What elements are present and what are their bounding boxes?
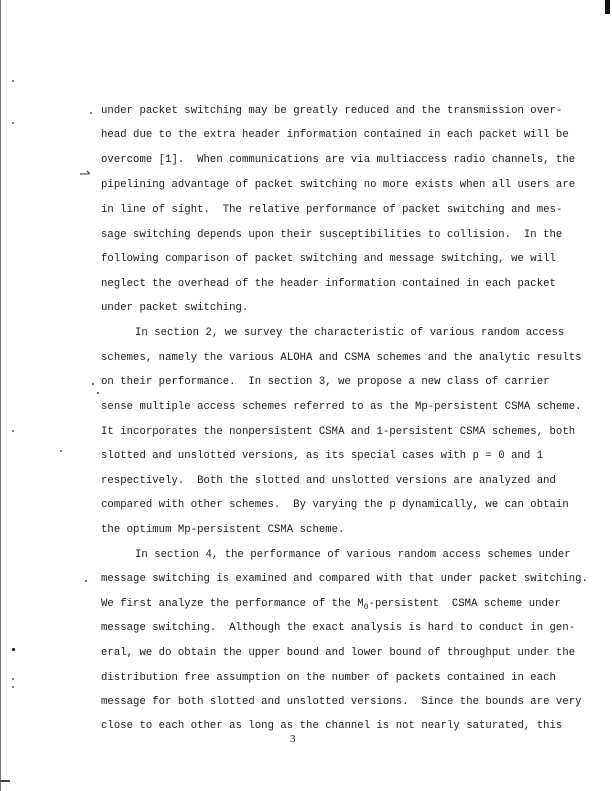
page-number: 3 — [290, 733, 296, 745]
margin-speck — [12, 648, 15, 651]
text-line: sense multiple access schemes referred to as the Mp-persistent CSMA scheme. — [101, 401, 582, 413]
text-segment: -persistent CSMA scheme under — [368, 598, 561, 610]
text-line-with-subscript — [101, 598, 561, 614]
text-line: head due to the extra header information contained in each packet will be — [101, 129, 569, 141]
margin-speck — [85, 580, 87, 582]
text-line: message for both slotted and unslotted versions. Since the bounds are very — [101, 696, 582, 708]
text-line: compared with other schemes. By varying the p dynamically, we can obtain — [101, 499, 569, 511]
subscript: 0 — [363, 603, 369, 612]
text-line: neglect the overhead of the header information contained in each packet — [101, 278, 556, 290]
text-line: pipelining advantage of packet switching no more exists when all users are — [101, 179, 576, 191]
text-line: eral, we do obtain the upper bound and lower bound of throughput under the — [101, 647, 576, 659]
text-line: respectively. Both the slotted and unslotted versions are analyzed and — [101, 475, 556, 487]
text-segment: We first analyze the performance of the M — [101, 598, 364, 610]
margin-speck — [97, 392, 99, 394]
corner-mark — [605, 0, 610, 14]
margin-speck — [12, 430, 14, 432]
text-line: overcome [1]. When communications are via multiaccess radio channels, the — [101, 154, 576, 166]
margin-speck — [60, 450, 62, 452]
text-line: the optimum Mp-persistent CSMA scheme. — [101, 524, 345, 536]
text-line: schemes, namely the various ALOHA and CSMA schemes and the analytic results — [101, 352, 582, 364]
page-left-edge — [0, 0, 1, 791]
text-line: It incorporates the nonpersistent CSMA and 1-persistent CSMA schemes, both — [101, 426, 576, 438]
margin-speck — [12, 122, 14, 124]
paragraph-start-line: In section 2, we survey the characteristic of various random access — [135, 327, 565, 339]
margin-speck — [90, 112, 92, 114]
text-line: under packet switching. — [101, 302, 249, 314]
margin-speck — [12, 80, 14, 82]
text-line: distribution free assumption on the number of packets contained in each — [101, 672, 556, 684]
text-line: message switching is examined and compared with that under packet switching. — [101, 573, 588, 585]
margin-speck — [92, 383, 94, 385]
margin-speck — [12, 686, 14, 688]
margin-arrow-mark — [80, 170, 93, 176]
paragraph-start-line: In section 4, the performance of various random access schemes under — [135, 549, 571, 561]
text-line: on their performance. In section 3, we propose a new class of carrier — [101, 376, 550, 388]
bottom-edge-mark — [0, 780, 10, 782]
text-line: message switching. Although the exact analysis is hard to conduct in gen- — [101, 622, 576, 634]
text-line: slotted and unslotted versions, as its special cases with p = 0 and 1 — [101, 450, 544, 462]
text-line: close to each other as long as the channel is not nearly saturated, this — [101, 720, 563, 732]
text-line: following comparison of packet switching and message switching, we will — [101, 253, 556, 265]
text-line: sage switching depends upon their susceptibilities to collision. In the — [101, 229, 563, 241]
text-line: in line of sight. The relative performance of packet switching and mes- — [101, 204, 563, 216]
text-line: under packet switching may be greatly reduced and the transmission over- — [101, 105, 563, 117]
margin-speck — [12, 678, 14, 680]
